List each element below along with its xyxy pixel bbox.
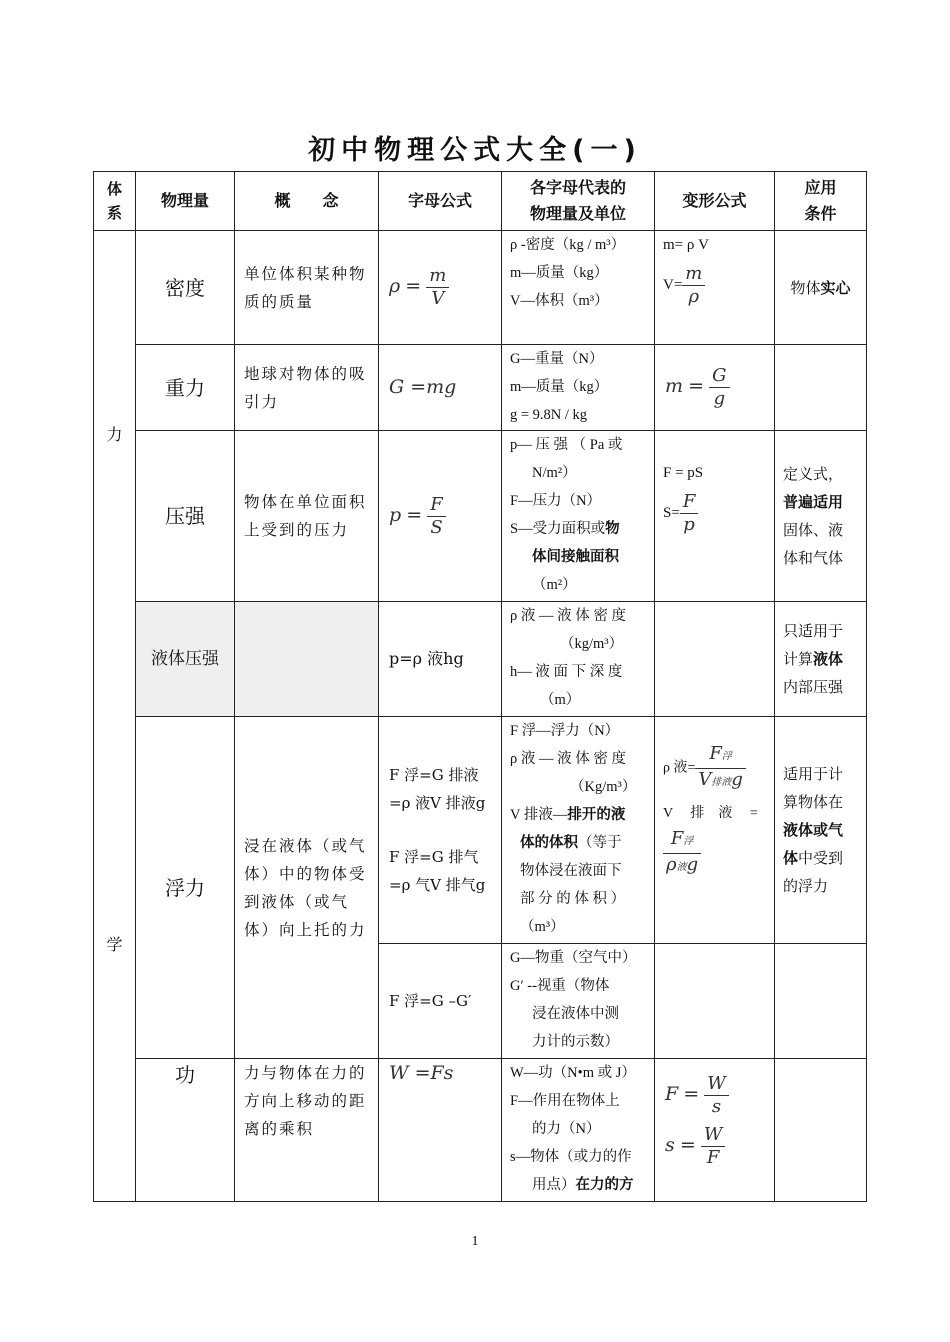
header-derived: 变形公式 xyxy=(655,172,775,231)
header-system: 体系 xyxy=(94,172,136,231)
condition-buoyancy-apparent xyxy=(775,944,867,1059)
derived-density: m= ρ V V= $\frac{m}{\rho}$ xyxy=(655,231,775,345)
formula-table xyxy=(93,171,867,1202)
quantity-work: 功 xyxy=(136,1059,235,1202)
header-quantity: 物理量 xyxy=(136,172,235,231)
system-cell xyxy=(94,231,136,1202)
condition-density: 物体实心 xyxy=(775,231,867,345)
units-density: ρ -密度（kg / m³） m—质量（kg） V—体积（m³） xyxy=(502,231,655,345)
row-liquid-pressure xyxy=(94,602,867,717)
row-buoyancy xyxy=(94,717,867,944)
concept-density: 单位体积某种物质的质量 xyxy=(235,231,379,345)
derived-buoyancy-apparent xyxy=(655,944,775,1059)
row-gravity xyxy=(94,345,867,431)
derived-buoyancy: ρ 液= $\frac{\text{F浮}}{\text{V排液g}}$ V 排 液 = $\frac{\text{F浮}}{\text{ρ液g}}$ xyxy=(655,717,775,944)
units-liquid-pressure: ρ 液 — 液 体 密 度 （kg/m³） h— 液 面 下 深 度 （m） xyxy=(502,602,655,717)
formula-buoyancy-apparent: F 浮=G –G′ xyxy=(379,944,502,1059)
condition-buoyancy: 适用于计 算物体在 液体或气 体中受到 的浮力 xyxy=(775,717,867,944)
formula-density: ρ = $\frac{m}{V}$ xyxy=(379,231,502,345)
formula-pressure: p = $\frac{F}{S}$ xyxy=(379,431,502,602)
units-pressure: p— 压 强 （ Pa 或 N/m²） F—压力（N） S—受力面积或物 体间接触面积 （m²） xyxy=(502,431,655,602)
condition-gravity xyxy=(775,345,867,431)
condition-work xyxy=(775,1059,867,1202)
concept-liquid-pressure xyxy=(235,602,379,717)
page-number: 1 xyxy=(471,1234,479,1249)
formula-gravity: G =mg xyxy=(379,345,502,431)
formula-work: W =Fs xyxy=(379,1059,502,1202)
quantity-pressure: 压强 xyxy=(136,431,235,602)
quantity-gravity: 重力 xyxy=(136,345,235,431)
condition-liquid-pressure: 只适用于 计算液体 内部压强 xyxy=(775,602,867,717)
row-pressure xyxy=(94,431,867,602)
units-buoyancy: F 浮—浮力（N） ρ 液 — 液 体 密 度 （Kg/m³） V 排液—排开的液 体的体积（等于 物体浸在液面下 部 分 的 体 积 ） （m³） xyxy=(502,717,655,944)
header-row xyxy=(94,172,867,231)
concept-pressure: 物体在单位面积上受到的压力 xyxy=(235,431,379,602)
header-meaning: 各字母代表的 物理量及单位 xyxy=(502,172,655,231)
system-char-1: 力 xyxy=(106,425,123,444)
units-gravity: G—重量（N） m—质量（kg） g = 9.8N / kg xyxy=(502,345,655,431)
quantity-density: 密度 xyxy=(136,231,235,345)
derived-liquid-pressure xyxy=(655,602,775,717)
row-density xyxy=(94,231,867,345)
quantity-liquid-pressure: 液体压强 xyxy=(136,602,235,717)
derived-pressure: F = pS S= $\frac{F}{p}$ xyxy=(655,431,775,602)
units-buoyancy-apparent: G—物重（空气中） G′ --视重（物体 浸在液体中测 力计的示数） xyxy=(502,944,655,1059)
condition-pressure: 定义式， 普遍适用 固体、液 体和气体 xyxy=(775,431,867,602)
quantity-buoyancy: 浮力 xyxy=(136,717,235,1059)
derived-work: F = $\frac{W}{s}$ s = $\frac{W}{F}$ xyxy=(655,1059,775,1202)
header-concept: 概 念 xyxy=(235,172,379,231)
concept-buoyancy: 浸在液体（或气体）中的物体受到液体（或气体）向上托的力 xyxy=(235,717,379,1059)
derived-gravity: m = $\frac{G}{g}$ xyxy=(655,345,775,431)
system-char-2: 学 xyxy=(106,935,123,954)
row-work xyxy=(94,1059,867,1202)
formula-buoyancy: F 浮=G 排液 =ρ 液V 排液g F 浮=G 排气 =ρ 气V 排气g xyxy=(379,717,502,944)
header-letter-formula: 字母公式 xyxy=(379,172,502,231)
page-title: 初中物理公式大全(一) xyxy=(308,135,642,166)
header-condition: 应用 条件 xyxy=(775,172,867,231)
units-work: W—功（N•m 或 J） F—作用在物体上 的力（N） s—物体（或力的作 用点）在力的方 xyxy=(502,1059,655,1202)
formula-liquid-pressure: p=ρ 液hg xyxy=(379,602,502,717)
concept-work: 力与物体在力的方向上移动的距离的乘积 xyxy=(235,1059,379,1202)
concept-gravity: 地球对物体的吸引力 xyxy=(235,345,379,431)
